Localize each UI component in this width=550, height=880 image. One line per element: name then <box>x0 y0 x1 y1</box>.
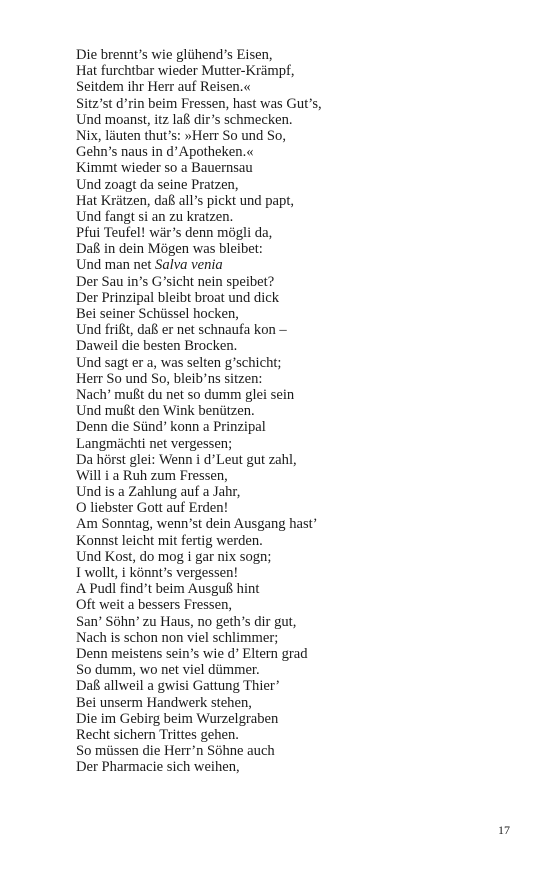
poem-line: So müssen die Herr’n Söhne auch <box>76 743 275 760</box>
poem-text <box>76 47 516 775</box>
poem-line: Bei seiner Schüssel hocken, <box>76 306 239 322</box>
poem-line: Nach’ mußt du net so dumm glei sein <box>76 386 295 403</box>
poem-line: Und mußt den Wink benützen. <box>76 403 255 420</box>
page-number: 17 <box>498 823 510 837</box>
poem-line: Bei unserm Handwerk stehen, <box>76 694 252 711</box>
poem-line: Langmächti net vergessen; <box>76 435 233 452</box>
poem-line: I wollt, i könnt’s vergessen! <box>76 565 239 581</box>
poem-line: Pfui Teufel! wär’s denn mögli da, <box>76 225 273 242</box>
poem-line: Daweil die besten Brocken. <box>76 338 238 355</box>
poem-line <box>76 257 516 273</box>
poem-line: Die im Gebirg beim Wurzelgraben <box>76 710 279 727</box>
poem-line: Gehn’s naus in d’Apotheken.« <box>76 144 254 161</box>
poem-line: Nix, läuten thut’s: »Herr So und So, <box>76 127 286 144</box>
poem-line: Konnst leicht mit fertig werden. <box>76 532 263 549</box>
poem-line: Der Pharmacie sich weihen, <box>76 759 240 776</box>
poem-line: San’ Söhn’ zu Haus, no geth’s dir gut, <box>76 613 297 630</box>
poem-line: Der Sau in’s G’sicht nein speibet? <box>76 273 275 290</box>
poem-line: Denn die Sünd’ konn a Prinzipal <box>76 419 266 436</box>
poem-line: A Pudl find’t beim Ausguß hint <box>76 581 260 598</box>
poem-line: Denn meistens sein’s wie d’ Eltern grad <box>76 645 308 662</box>
poem-line: Oft weit a bessers Fressen, <box>76 597 233 614</box>
poem-line: Und Kost, do mog i gar nix sogn; <box>76 548 272 565</box>
poem-line: Daß allweil a gwisi Gattung Thier’ <box>76 678 281 695</box>
poem-line: Die brennt’s wie glühend’s Eisen, <box>76 47 273 63</box>
poem-line: Da hörst glei: Wenn i d’Leut gut zahl, <box>76 451 297 468</box>
poem-line: Und moanst, itz laß dir’s schmecken. <box>76 111 293 128</box>
poem-line: Und is a Zahlung auf a Jahr, <box>76 484 241 501</box>
poem-line: Kimmt wieder so a Bauernsau <box>76 160 253 177</box>
poem-line: Herr So und So, bleib’ns sitzen: <box>76 370 263 387</box>
poem-line: Seitdem ihr Herr auf Reisen.« <box>76 79 251 96</box>
poem-line: Und frißt, daß er net schnaufa kon – <box>76 322 287 339</box>
poem-line: Und sagt er a, was selten g’schicht; <box>76 354 282 371</box>
poem-line: Recht sichern Trittes gehen. <box>76 726 239 743</box>
poem-line: Der Prinzipal bleibt broat und dick <box>76 289 280 306</box>
poem-line-text: Und man net <box>76 257 156 274</box>
poem-line: Hat Krätzen, daß all’s pickt und papt, <box>76 192 295 209</box>
poem-line-italic-text: Salva venia <box>155 257 223 274</box>
poem-line: Will i a Ruh zum Fressen, <box>76 467 228 484</box>
poem-line: O liebster Gott auf Erden! <box>76 500 229 517</box>
poem-line: Am Sonntag, wenn’st dein Ausgang hast’ <box>76 516 318 533</box>
poem-line: Und fangt si an zu kratzen. <box>76 208 234 225</box>
poem-line: Und zoagt da seine Pratzen, <box>76 176 239 193</box>
poem-line: Nach is schon non viel schlimmer; <box>76 629 279 646</box>
poem-line: Daß in dein Mögen was bleibet: <box>76 241 263 258</box>
poem-line: Hat furchtbar wieder Mutter-Krämpf, <box>76 63 295 80</box>
poem-line: Sitz’st d’rin beim Fressen, hast was Gut’s, <box>76 95 322 112</box>
poem-line: So dumm, wo net viel dümmer. <box>76 662 260 679</box>
